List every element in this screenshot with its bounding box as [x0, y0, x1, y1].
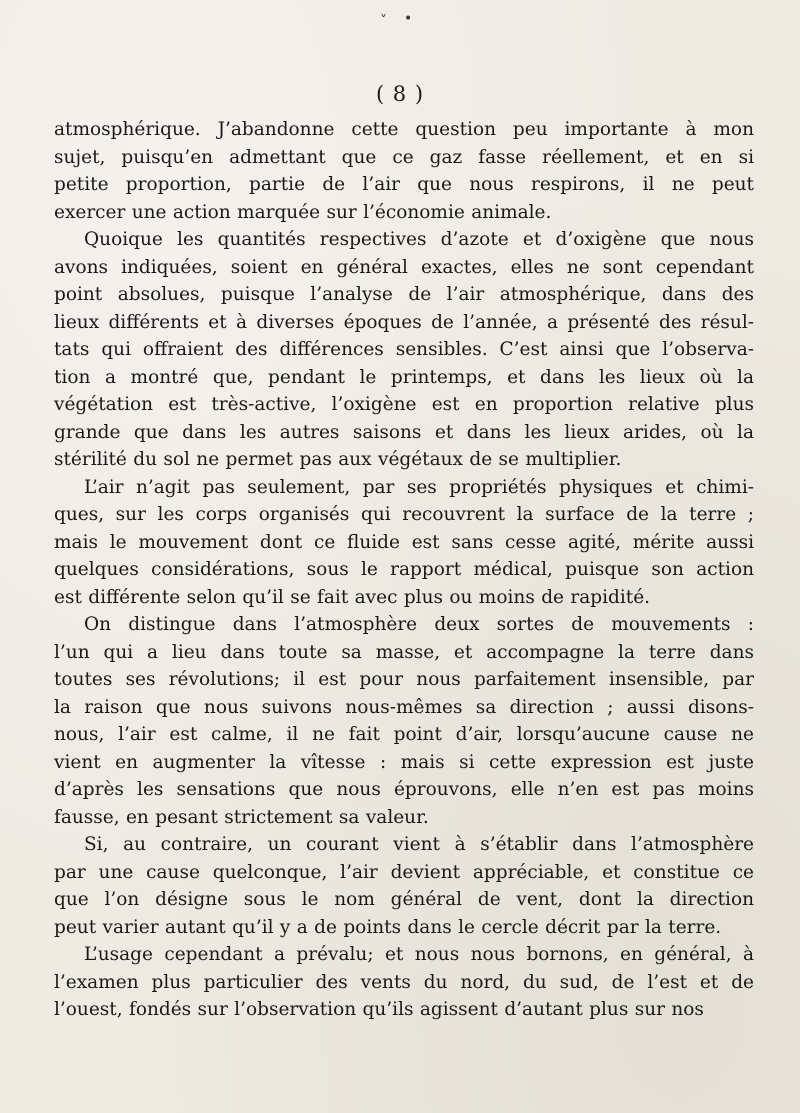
text-line: la raison que nous suivons nous-mêmes sa direction ; aussi disons- [54, 696, 754, 718]
text-line: végétation est très-active, l’oxigène est en proportion relative plus [54, 394, 754, 415]
page-number: ( 8 ) [375, 82, 425, 106]
paragraph [54, 831, 754, 941]
text-line: l’ouest, fondés sur l’observation qu’ils agissent d’autant plus sur nos [54, 999, 704, 1020]
text-line: mais le mouvement dont ce fluide est sans cesse agité, mérite aussi [54, 531, 754, 553]
ink-speck: • [404, 11, 413, 27]
text-line: toutes ses révolutions; il est pour nous parfaitement insensible, par [54, 669, 754, 690]
text-line: L’air n’agit pas seulement, par ses propriétés physiques et chimi- [84, 476, 754, 498]
text-line: tion a montré que, pendant le printemps, et dans les lieux où la [54, 366, 754, 388]
text-line: que l’on désigne sous le nom général de vent, dont la direction [54, 889, 754, 910]
text-line: tats qui offraient des différences sensibles. C’est ainsi que l’observa- [54, 339, 754, 360]
text-line: nous, l’air est calme, il ne fait point d’air, lorsqu’aucune cause ne [54, 724, 754, 745]
ink-speck: ˅ [380, 13, 387, 29]
text-line: point absolues, puisque l’analyse de l’air atmosphérique, dans des [54, 284, 754, 305]
text-line: est différente selon qu’il se fait avec plus ou moins de rapidité. [54, 586, 651, 608]
paragraph [54, 941, 754, 1024]
body-text [54, 116, 754, 1024]
text-line: avons indiquées, soient en général exactes, elles ne sont cependant [54, 256, 754, 278]
text-line: quelques considérations, sous le rapport médical, puisque son action [54, 559, 754, 580]
text-line: peut varier autant qu’il y a de points dans le cercle décrit par la terre. [54, 916, 722, 938]
paragraph [54, 116, 754, 226]
text-line: exercer une action marquée sur l’économie animale. [54, 201, 552, 223]
text-line: L’usage cependant a prévalu; et nous nous bornons, en général, à [84, 944, 754, 965]
text-line: par une cause quelconque, l’air devient appréciable, et constitue ce [54, 861, 754, 883]
paragraph [54, 226, 754, 474]
paragraph [54, 611, 754, 831]
text-line: l’examen plus particulier des vents du nord, du sud, de l’est et de [54, 971, 754, 993]
text-line: Si, au contraire, un courant vient à s’établir dans l’atmosphère [84, 834, 754, 855]
paragraph [54, 474, 754, 612]
text-line: lieux différents et à diverses époques de l’année, a présenté des résul- [54, 311, 754, 333]
text-line: Quoique les quantités respectives d’azote et d’oxigène que nous [84, 229, 754, 250]
text-line: petite proportion, partie de l’air que nous respirons, il ne peut [54, 174, 754, 195]
text-line: l’un qui a lieu dans toute sa masse, et accompagne la terre dans [54, 641, 754, 663]
text-line: fausse, en pesant strictement sa valeur. [54, 806, 429, 828]
text-line: On distingue dans l’atmosphère deux sortes de mouvements : [84, 614, 754, 635]
text-line: d’après les sensations que nous éprouvons, elle n’en est pas moins [54, 779, 754, 800]
text-line: grande que dans les autres saisons et dans les lieux arides, où la [54, 421, 754, 443]
text-line: atmosphérique. J’abandonne cette question peu importante à mon [54, 119, 754, 140]
text-line: ques, sur les corps organisés qui recouvrent la surface de la terre ; [54, 504, 754, 525]
text-line: sujet, puisqu’en admettant que ce gaz fasse réellement, et en si [54, 146, 754, 168]
text-line: vient en augmenter la vîtesse : mais si cette expression est juste [54, 751, 754, 773]
text-line: stérilité du sol ne permet pas aux végétaux de se multiplier. [54, 449, 622, 470]
